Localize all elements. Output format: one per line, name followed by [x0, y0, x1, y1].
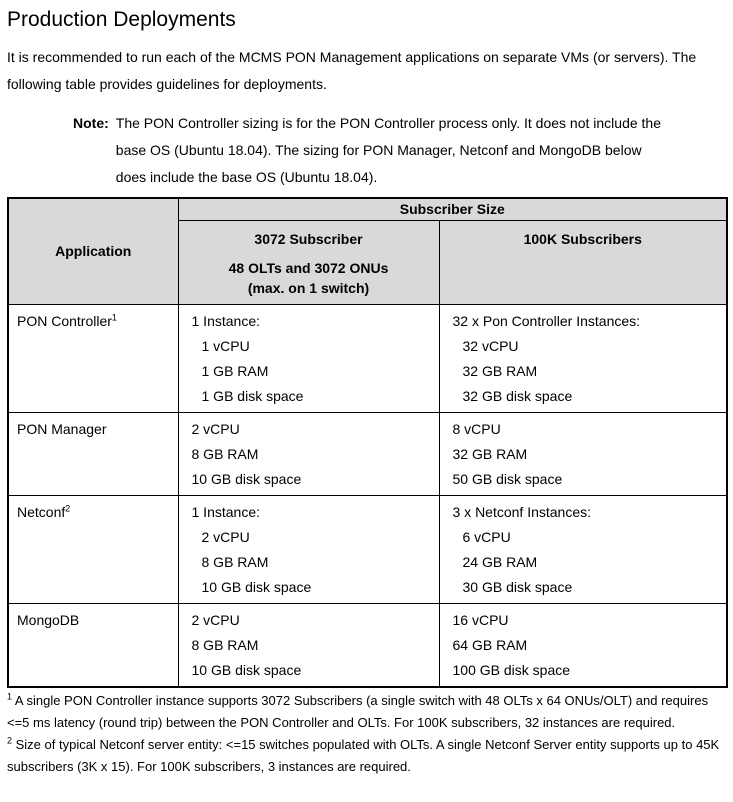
- spec-line: 2 vCPU: [201, 528, 250, 545]
- spec-line: 30 GB disk space: [462, 578, 573, 595]
- spec-line: 10 GB disk space: [201, 578, 312, 595]
- spec-line: 32 GB RAM: [462, 362, 538, 379]
- footnote-reference: 1: [111, 311, 117, 322]
- spec-line: 32 vCPU: [462, 337, 519, 354]
- spec-line: 3 x Netconf Instances:: [452, 503, 592, 520]
- table-body: [8, 304, 727, 687]
- large-deployment-cell: [439, 603, 727, 687]
- table-row: [8, 304, 727, 412]
- intro-paragraph: It is recommended to run each of the MCMS PON Management applications on separate VMs (or servers). The following table provides guidelines for deployments.: [7, 49, 697, 92]
- table-header: [8, 198, 727, 304]
- application-cell: PON Controller$^1$: [8, 304, 178, 412]
- spec-line: 6 vCPU: [462, 528, 511, 545]
- column-header-3072-subscriber: [178, 220, 439, 304]
- spec-line: 10 GB disk space: [191, 470, 302, 487]
- spec-line: 32 GB RAM: [452, 445, 528, 462]
- spec-line: 8 GB RAM: [201, 553, 269, 570]
- spec-line: 8 vCPU: [452, 420, 501, 437]
- application-cell: Netconf$^2$: [8, 495, 178, 603]
- note-block: [73, 110, 726, 191]
- table-row: [8, 412, 727, 495]
- spec-line: 1 vCPU: [201, 337, 250, 354]
- spec-line: 2 vCPU: [191, 611, 240, 628]
- large-deployment-cell: [439, 495, 727, 603]
- small-deployment-cell: [178, 495, 439, 603]
- small-deployment-cell: [178, 603, 439, 687]
- large-deployment-cell: [439, 412, 727, 495]
- application-cell: PON Manager: [8, 412, 178, 495]
- column-header-100k-subscribers: 100K Subscribers: [439, 220, 727, 304]
- spec-line: 32 x Pon Controller Instances:: [452, 312, 641, 329]
- group-header-row: [8, 198, 727, 220]
- col-3072-title: 3072 Subscriber: [254, 230, 363, 247]
- application-column-header: Application: [8, 198, 178, 304]
- footnote-reference: 2: [65, 502, 71, 513]
- col-3072-subtitle-line2: (max. on 1 switch): [247, 279, 370, 296]
- spec-line: 24 GB RAM: [462, 553, 538, 570]
- subscriber-size-group-header: Subscriber Size: [178, 198, 727, 220]
- spec-line: 16 vCPU: [452, 611, 509, 628]
- footnotes: [7, 690, 726, 778]
- spec-line: 50 GB disk space: [452, 470, 563, 487]
- spec-line: 10 GB disk space: [191, 661, 302, 678]
- spec-line: 2 vCPU: [191, 420, 240, 437]
- note-label: Note:: [73, 115, 109, 131]
- col-3072-subtitle: [180, 258, 438, 298]
- large-deployment-cell: [439, 304, 727, 412]
- deployment-table: [7, 197, 728, 688]
- table-row: [8, 495, 727, 603]
- footnote-marker: 1: [7, 691, 13, 702]
- footnote: $^2$ Size of typical Netconf server entity: <=15 switches populated with OLTs. A single Netconf Server entity supports up to 45K subscribers (3K x 15). For 100K subscribers, 3 instances are required.: [7, 735, 720, 774]
- col-3072-subtitle-line1: 48 OLTs and 3072 ONUs: [228, 259, 389, 276]
- spec-line: 1 GB RAM: [201, 362, 269, 379]
- spec-line: 1 Instance:: [191, 503, 260, 520]
- spec-line: 32 GB disk space: [462, 387, 573, 404]
- spec-line: 1 Instance:: [191, 312, 260, 329]
- application-cell: MongoDB: [8, 603, 178, 687]
- spec-line: 8 GB RAM: [191, 636, 259, 653]
- spec-line: 1 GB disk space: [201, 387, 304, 404]
- note-text: The PON Controller sizing is for the PON Controller process only. It does not include the base OS (Ubuntu 18.04). The sizing for PON Manager, Netconf and MongoDB below does include the base OS (Ubuntu 18.04).: [115, 115, 661, 185]
- spec-line: 8 GB RAM: [191, 445, 259, 462]
- footnote-marker: 2: [7, 735, 13, 746]
- footnote: $^1$ A single PON Controller instance supports 3072 Subscribers (a single switch with 48 OLTs x 64 ONUs/OLT) and requires <=5 ms latency (round trip) between the PON Controller and OLTs. For 100K subscribers, 32 instances are required.: [7, 691, 709, 730]
- small-deployment-cell: [178, 304, 439, 412]
- spec-line: 100 GB disk space: [452, 661, 571, 678]
- table-row: [8, 603, 727, 687]
- small-deployment-cell: [178, 412, 439, 495]
- page-title: Production Deployments: [7, 8, 236, 31]
- spec-line: 64 GB RAM: [452, 636, 528, 653]
